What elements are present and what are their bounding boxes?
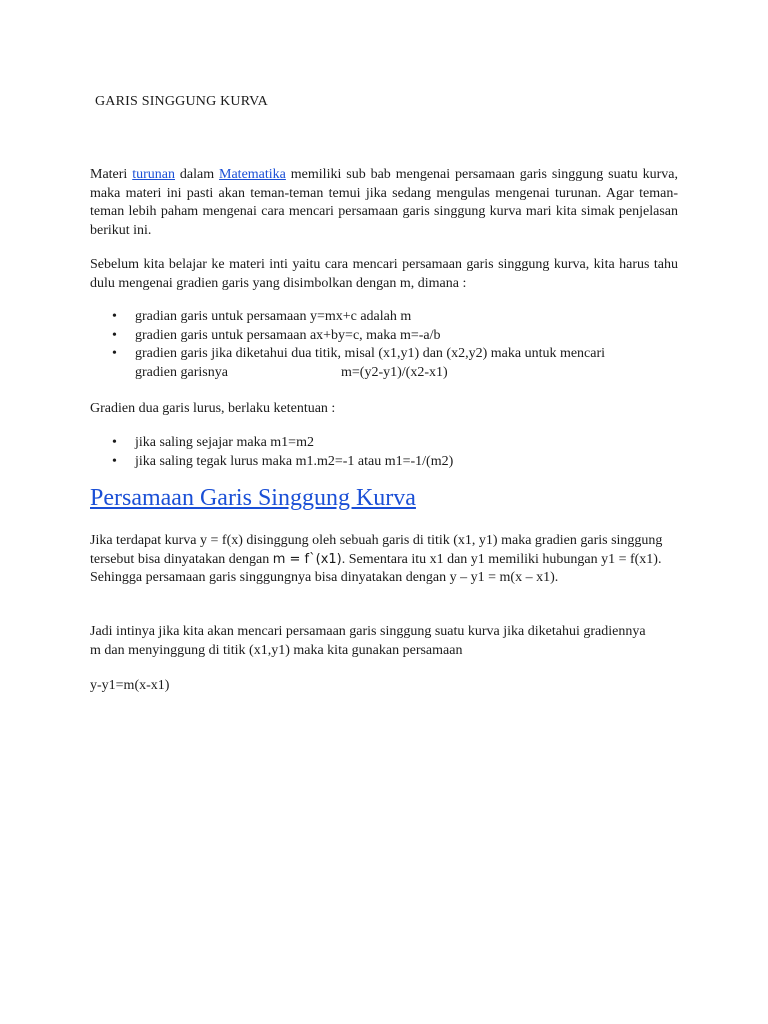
intro-paragraph: [90, 166, 678, 240]
gradient-formula: m=(y2-y1)/(x2-x1): [341, 364, 448, 380]
bullet-icon: •: [112, 346, 117, 361]
intro-text-1: Materi: [90, 167, 133, 182]
summary-paragraph: Jadi intinya jika kita akan mencari persamaan garis singgung suatu kurva jika diketahui gradiennya m dan menyinggung di titik (x1,y1) maka kita gunakan persamaan: [90, 624, 646, 658]
paragraph-text: . Sementara itu x1 dan y1 memiliki hubungan y1 = f(x1). Sehingga persamaan garis singgungnya bisa dinyatakan dengan y – y1 = m(x – x1).: [90, 551, 662, 585]
list-item: [90, 345, 678, 382]
list-item: [90, 308, 678, 327]
section-heading-link[interactable]: Persamaan Garis Singgung Kurva: [90, 485, 416, 511]
gradient-rules-list: [90, 308, 678, 382]
parallel-perpendicular-list: [90, 434, 678, 471]
bullet-icon: •: [112, 435, 117, 450]
list-item-text: gradien garis untuk persamaan ax+by=c, maka m=-a/b: [135, 327, 441, 343]
list-item: [90, 327, 678, 346]
link-turunan[interactable]: turunan: [132, 167, 175, 182]
link-matematika[interactable]: Matematika: [219, 167, 286, 182]
gradient-intro-paragraph: Sebelum kita belajar ke materi inti yaitu cara mencari persamaan garis singgung kurva, kita harus tahu dulu mengenai gradien garis yang disimbolkan dengan m, dimana :: [90, 257, 678, 291]
intro-text-2: dalam: [175, 167, 220, 182]
document-title: GARIS SINGGUNG KURVA: [95, 94, 268, 109]
list-item: [90, 453, 678, 472]
list-item: [90, 434, 678, 453]
tangent-explanation-paragraph: [90, 532, 666, 588]
tangent-line-formula: y-y1=m(x-x1): [90, 678, 170, 693]
list-item-continuation: gradien garisnya: [135, 364, 228, 380]
rules-intro-paragraph: Gradien dua garis lurus, berlaku ketentuan :: [90, 401, 336, 416]
derivative-formula: m = f`(x1): [272, 551, 342, 567]
list-item-text: jika saling tegak lurus maka m1.m2=-1 atau m1=-1/(m2): [135, 453, 454, 469]
bullet-icon: •: [112, 327, 117, 343]
bullet-icon: •: [112, 309, 117, 324]
list-item-text: jika saling sejajar maka m1=m2: [135, 435, 314, 450]
paragraph-text: Jika terdapat kurva y = f(x) disinggung oleh sebuah garis di titik (x1, y1) maka gradien garis singgung tersebut bisa dinyatakan dengan: [90, 533, 663, 567]
list-item-text: gradian garis untuk persamaan y=mx+c adalah m: [135, 309, 412, 324]
intro-text-3: memiliki sub bab mengenai persamaan garis singgung suatu kurva, maka materi ini pasti akan teman-teman temui jika sedang mengulas mengenai turunan. Agar teman-teman lebih paham mengenai cara mencari persamaan garis singgung kurva mari kita simak penjelasan berikut ini.: [90, 167, 678, 238]
bullet-icon: •: [112, 453, 117, 469]
list-item-text: gradien garis jika diketahui dua titik, misal (x1,y1) dan (x2,y2) maka untuk mencari: [135, 346, 606, 361]
